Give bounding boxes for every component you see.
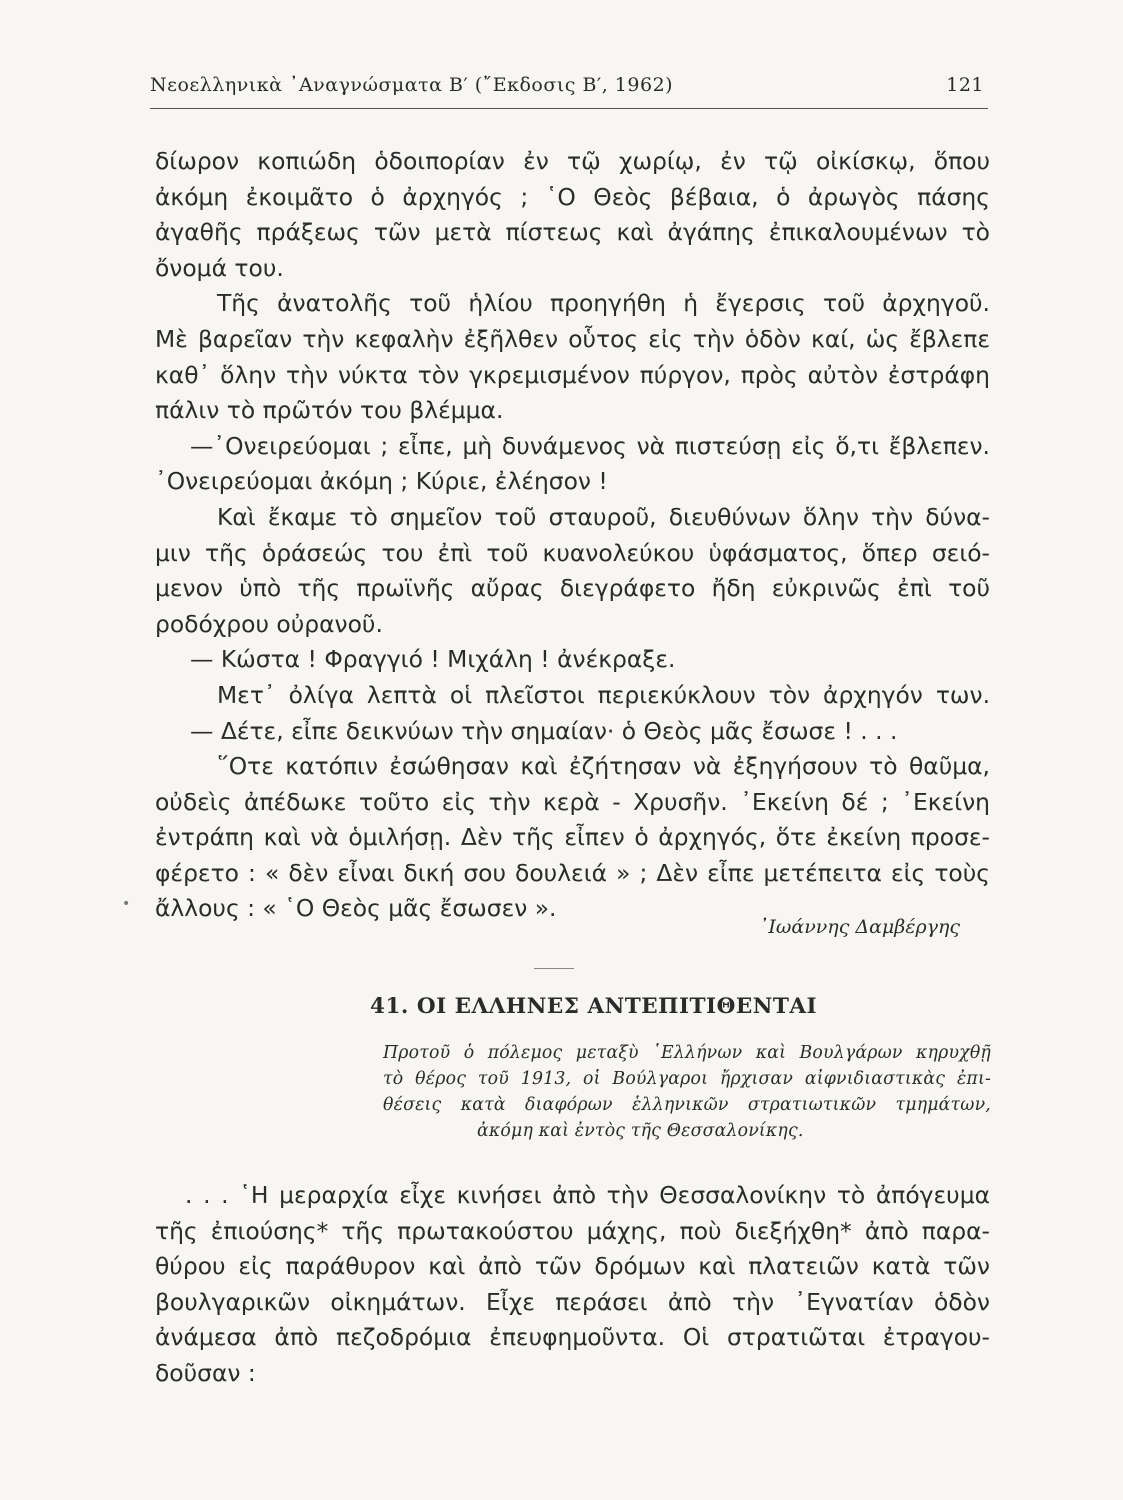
text-line: τῆς ἐπιούσης* τῆς πρωτακούστου μάχης, ποὺ διεξήχθη* ἀπὸ παρα-: [155, 1216, 990, 1245]
text-line: — Κώστα ! Φραγγιό ! Μιχάλη ! ἀνέκραξε.: [190, 645, 676, 674]
text-line: ὄνομά του.: [155, 253, 284, 282]
section-intro: [383, 1040, 991, 1144]
section-text: [155, 1178, 990, 1392]
text-line: . . . ῾Η μεραρχία εἶχε κινήσει ἀπὸ τὴν Θεσσαλονίκην τὸ ἀπόγευμα: [185, 1181, 990, 1209]
intro-line: ἀκόμη καὶ ἐντὸς τῆς Θεσσαλονίκης.: [477, 1121, 804, 1141]
text-line: ῞Οτε κατόπιν ἐσώθησαν καὶ ἐζήτησαν νὰ ἐξηγήσουν τὸ θαῦμα,: [217, 752, 990, 781]
text-line: πάλιν τὸ πρῶτόν του βλέμμα.: [155, 396, 504, 425]
text-line: μενον ὑπὸ τῆς πρωϊνῆς αὔρας διεγράφετο ἤδη εὐκρινῶς ἐπὶ τοῦ: [155, 574, 990, 603]
text-line: ροδόχρου οὐρανοῦ.: [155, 609, 383, 638]
section-divider: [534, 968, 574, 969]
text-line: μιν τῆς ὁράσεώς του ἐπὶ τοῦ κυανολεύκου ὑφάσματος, ὅπερ σειό-: [155, 538, 990, 567]
text-line: ἀνάμεσα ἀπὸ πεζοδρόμια ἐπευφημοῦντα. Οἱ στρατιῶται ἐτραγου-: [155, 1323, 990, 1352]
page-number: 121: [946, 74, 984, 96]
text-line: Μὲ βαρεῖαν τὴν κεφαλὴν ἐξῆλθεν οὗτος εἰς τὴν ὁδὸν καί, ὡς ἔβλεπε: [155, 324, 990, 353]
text-line: ἀκόμη ἐκοιμᾶτο ὁ ἀρχηγός ; ῾Ο Θεὸς βέβαια, ὁ ἀρωγὸς πάσης: [155, 182, 990, 211]
text-line: Μετ᾿ ὀλίγα λεπτὰ οἱ πλεῖστοι περιεκύκλουν τὸν ἀρχηγόν των.: [217, 680, 990, 709]
margin-dot: •: [122, 896, 131, 912]
author-signature: ᾿Ιωάννης Δαμβέργης: [758, 916, 960, 938]
intro-line: τὸ θέρος τοῦ 1913, οἱ Βούλγαροι ἤρχισαν αἰφνιδιαστικὰς ἐπι-: [383, 1069, 991, 1089]
text-line: καθ᾿ ὅλην τὴν νύκτα τὸν γκρεμισμένον πύργον, πρὸς αὐτὸν ἐστράφη: [155, 360, 990, 389]
text-line: Τῆς ἀνατολῆς τοῦ ἡλίου προηγήθη ἡ ἔγερσις τοῦ ἀρχηγοῦ.: [217, 289, 990, 318]
text-line: ᾿Ονειρεύομαι ἀκόμη ; Κύριε, ἐλέησον !: [155, 467, 608, 496]
text-line: δίωρον κοπιώδη ὁδοιπορίαν ἐν τῷ χωρίῳ, ἐν τῷ οἰκίσκῳ, ὅπου: [155, 147, 990, 175]
text-line: οὐδεὶς ἀπέδωκε τοῦτο εἰς τὴν κερὰ - Χρυσῆν. ᾿Εκείνη δέ ; ᾿Εκείνη: [155, 787, 990, 816]
header-rule: [150, 108, 988, 109]
section-title: 41. ΟΙ ΕΛΛΗΝΕΣ ΑΝΤΕΠΙΤΙΘΕΝΤΑΙ: [370, 994, 818, 1019]
book-title: Νεοελληνικὰ ᾿Αναγνώσματα Β′ (῎Εκδοσις Β′, 1962): [150, 74, 674, 96]
text-line: — Δέτε, εἶπε δεικνύων τὴν σημαίαν· ὁ Θεὸς μᾶς ἔσωσε ! . . .: [190, 716, 898, 745]
intro-line: Προτοῦ ὁ πόλεμος μεταξὺ ῾Ελλήνων καὶ Βουλγάρων κηρυχθῇ: [383, 1043, 991, 1063]
text-line: θύρου εἰς παράθυρον καὶ ἀπὸ τῶν δρόμων καὶ πλατειῶν κατὰ τῶν: [155, 1252, 990, 1281]
text-line: ἐντράπη καὶ νὰ ὁμιλήσῃ. Δὲν τῆς εἶπεν ὁ ἀρχηγός, ὅτε ἐκείνη προσε-: [155, 823, 990, 852]
text-line: ἀγαθῆς πράξεως τῶν μετὰ πίστεως καὶ ἀγάπης ἐπικαλουμένων τὸ: [155, 218, 990, 247]
text-line: Καὶ ἔκαμε τὸ σημεῖον τοῦ σταυροῦ, διευθύνων ὅλην τὴν δύνα-: [217, 502, 990, 531]
text-line: φέρετο : « δὲν εἶναι δική σου δουλειά » ; Δὲν εἶπε μετέπειτα εἰς τοὺς: [155, 858, 990, 887]
text-line: ἄλλους : « ῾Ο Θεὸς μᾶς ἔσωσεν ».: [155, 894, 557, 923]
intro-line: θέσεις κατὰ διαφόρων ἑλληνικῶν στρατιωτικῶν τμημάτων,: [383, 1095, 991, 1115]
text-line: —᾿Ονειρεύομαι ; εἶπε, μὴ δυνάμενος νὰ πιστεύσῃ εἰς ὅ,τι ἔβλεπεν.: [190, 431, 990, 460]
story-text: [155, 144, 990, 927]
text-line: δοῦσαν :: [155, 1358, 256, 1387]
text-line: βουλγαρικῶν οἰκημάτων. Εἶχε περάσει ἀπὸ τὴν ᾿Εγνατίαν ὁδὸν: [155, 1287, 990, 1316]
